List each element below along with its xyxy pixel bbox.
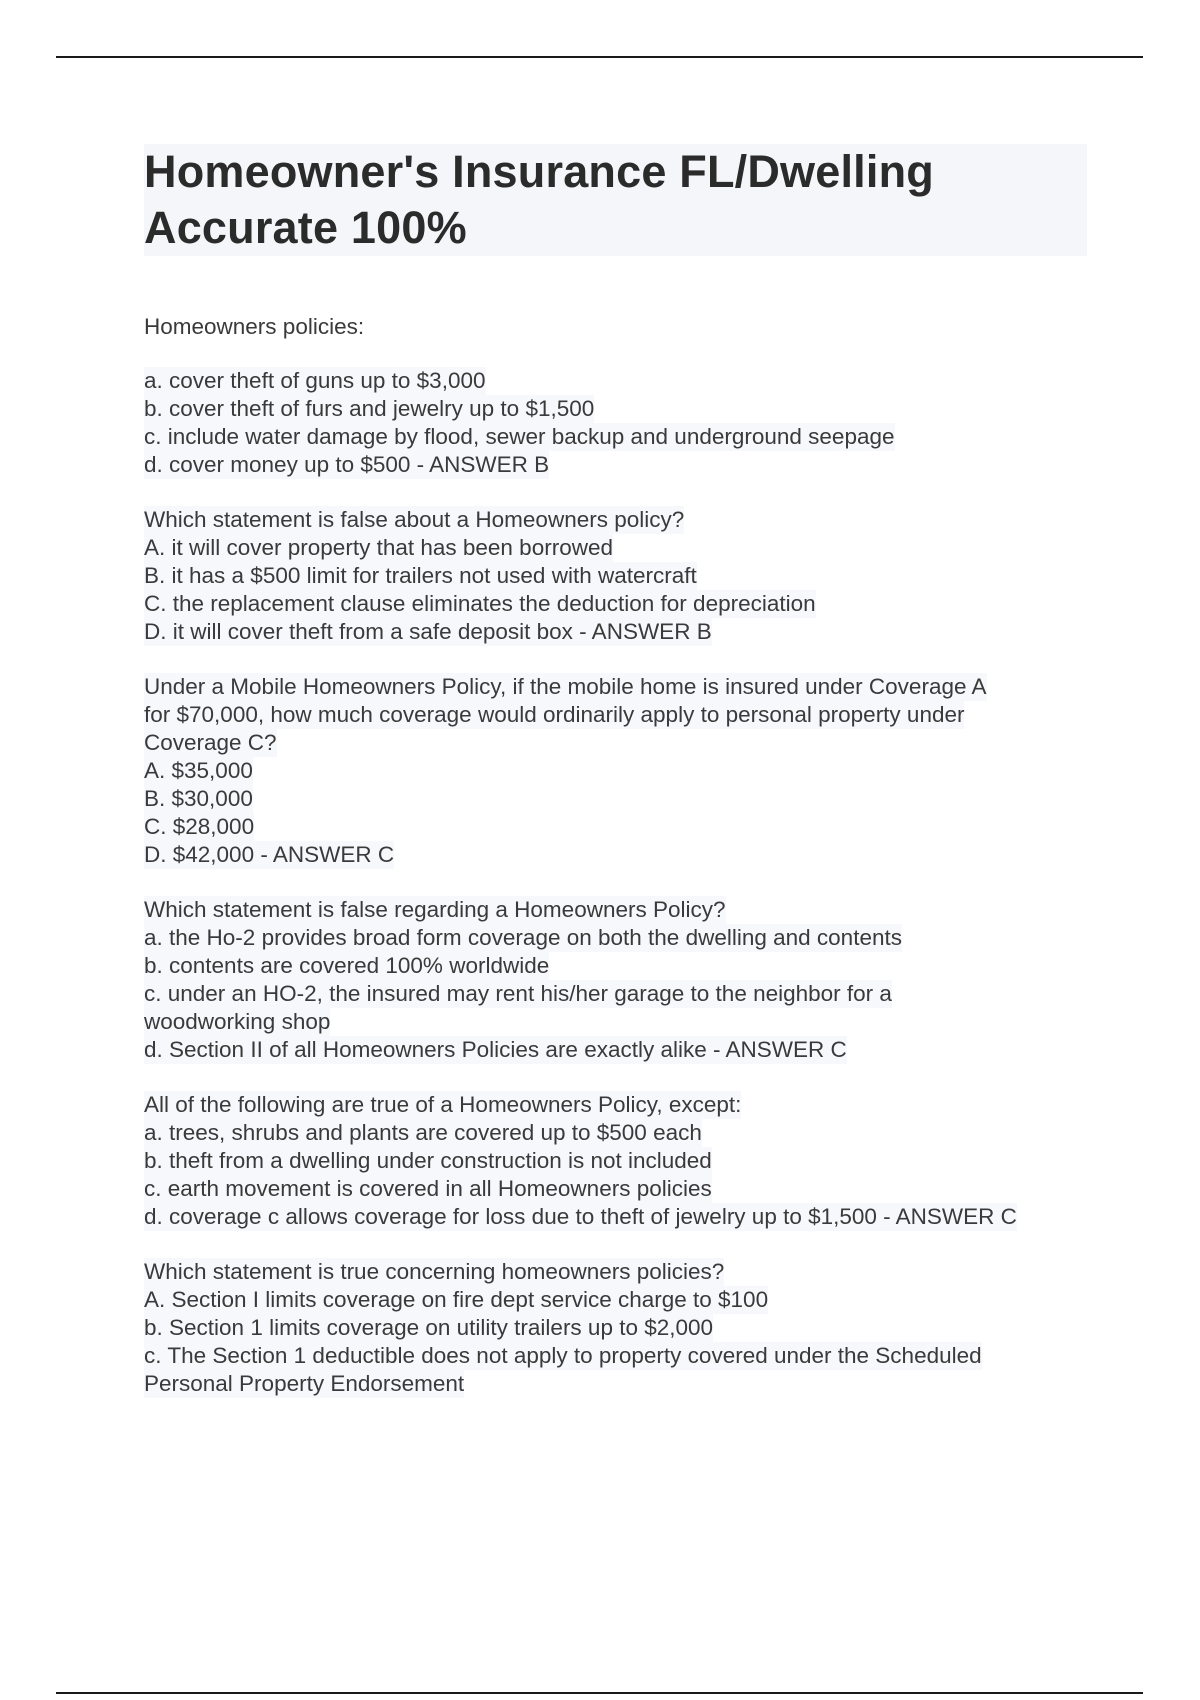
question-line: b. contents are covered 100% worldwide [144,953,550,978]
question-line: d. Section II of all Homeowners Policies are exactly alike - ANSWER C [144,1037,847,1062]
top-divider [56,56,1143,58]
question-line: d. cover money up to $500 - ANSWER B [144,452,550,477]
question-block-3 [144,673,1104,869]
question-line: D. it will cover theft from a safe deposit box - ANSWER B [144,619,712,644]
title-line-1: Homeowner's Insurance FL/Dwelling [144,146,934,197]
question-line: d. coverage c allows coverage for loss due to theft of jewelry up to $1,500 - ANSWER C [144,1204,1017,1229]
question-line: Under a Mobile Homeowners Policy, if the mobile home is insured under Coverage A [144,674,987,699]
question-line: Coverage C? [144,730,277,755]
question-block-2 [144,506,1104,646]
question-line: b. theft from a dwelling under construction is not included [144,1148,712,1173]
question-line: c. earth movement is covered in all Homeowners policies [144,1176,712,1201]
question-line: a. cover theft of guns up to $3,000 [144,368,486,393]
question-line: woodworking shop [144,1009,331,1034]
title-line-2: Accurate 100% [144,202,467,253]
question-line: B. it has a $500 limit for trailers not used with watercraft [144,563,697,588]
question-block-5 [144,1091,1104,1231]
question-line: c. The Section 1 deductible does not apply to property covered under the Scheduled [144,1343,982,1368]
title-block [144,144,1087,256]
question-line: a. the Ho-2 provides broad form coverage on both the dwelling and contents [144,925,902,950]
question-line: c. under an HO-2, the insured may rent his/her garage to the neighbor for a [144,981,892,1006]
question-line: C. $28,000 [144,814,255,839]
question-line: Which statement is false about a Homeowners policy? [144,507,685,532]
document-title [144,144,1087,256]
question-block-1 [144,367,1104,479]
document-body [144,313,1104,1425]
question-line: Which statement is false regarding a Homeowners Policy? [144,897,726,922]
bottom-divider [56,1692,1143,1694]
question-line: C. the replacement clause eliminates the deduction for depreciation [144,591,816,616]
question-line: a. trees, shrubs and plants are covered up to $500 each [144,1120,702,1145]
question-block-6 [144,1258,1104,1398]
question-line: A. $35,000 [144,758,253,783]
question-line: B. $30,000 [144,786,253,811]
question-line: D. $42,000 - ANSWER C [144,842,395,867]
question-line: A. Section I limits coverage on fire dept service charge to $100 [144,1287,769,1312]
question-line: for $70,000, how much coverage would ordinarily apply to personal property under [144,702,965,727]
question-line: b. Section 1 limits coverage on utility trailers up to $2,000 [144,1315,714,1340]
question-line: c. include water damage by flood, sewer backup and underground seepage [144,424,895,449]
question-line: Personal Property Endorsement [144,1371,465,1396]
question-block-4 [144,896,1104,1064]
question-line: Which statement is true concerning homeowners policies? [144,1259,725,1284]
intro-text: Homeowners policies: [144,314,365,339]
question-line: All of the following are true of a Homeowners Policy, except: [144,1092,742,1117]
question-line: A. it will cover property that has been borrowed [144,535,613,560]
question-line: b. cover theft of furs and jewelry up to $1,500 [144,396,595,421]
